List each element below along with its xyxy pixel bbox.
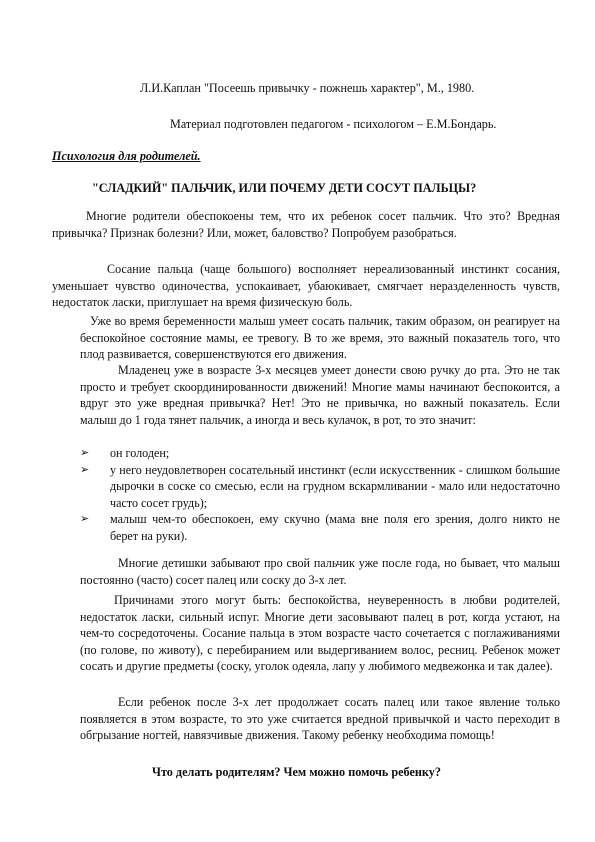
list-item bbox=[80, 462, 560, 512]
paragraph-intro: Многие родители обеспокоены тем, что их ребенок сосет пальчик. Что это? Вредная привычка? Признак болезни? Или, может, баловство? Попробуем разобраться. bbox=[52, 209, 560, 240]
section-label: Психология для родителей. bbox=[52, 149, 201, 163]
list-item bbox=[80, 511, 560, 544]
list-item-text: у него неудовлетворен сосательный инстинкт (если искусственник - слишком большие дырочки в соске со смесью, если на грудном вскармливании - мало или недостаточно часто сосет грудь); bbox=[110, 462, 560, 510]
list-item-text: малыш чем-то обеспокоен, ему скучно (мама вне поля его зрения, долго никто не берет на руки). bbox=[110, 512, 560, 543]
article-title: "СЛАДКИЙ" ПАЛЬЧИК, ИЛИ ПОЧЕМУ ДЕТИ СОСУТ ПАЛЬЦЫ? bbox=[92, 181, 477, 195]
paragraph-pregnancy: Уже во время беременности малыш умеет сосать пальчик, таким образом, он реагирует на беспокойное состояние мамы, ее тревогу. В то же время, это важный показатель того, что плод развивается, совершенствуются его движения. bbox=[80, 314, 560, 362]
arrow-bullet-icon: ➢ bbox=[80, 463, 90, 476]
reasons-list bbox=[80, 445, 560, 545]
paragraph-sucking: Сосание пальца (чаще большого) восполняет нереализованный инстинкт сосания, уменьшает чувство одиночества, успокаивает, убаюкивает, смягчает неразделенность чувств, недостаток ласки, приглушает на время физическую боль. bbox=[52, 262, 560, 310]
arrow-bullet-icon: ➢ bbox=[80, 513, 90, 526]
paragraph-after-year: Многие детишки забывают про свой пальчик уже после года, но бывает, что малыш постоянно (часто) сосет палец или соску до 3-х лет. bbox=[80, 556, 560, 587]
author-credit: Материал подготовлен педагогом - психологом – Е.М.Бондарь. bbox=[170, 117, 497, 131]
arrow-bullet-icon: ➢ bbox=[80, 447, 90, 459]
paragraph-infant: Младенец уже в возрасте 3-х месяцев умеет донести свою ручку до рта. Это не так просто и требует скоординированности движений! Многие мамы начинают беспокоится, а вдруг это уже вредная привычка? Нет! Это не привычка, но важный показатель. Если малыш до 1 года тянет пальчик, а иногда и весь кулачок, в рот, то это значит: bbox=[80, 363, 560, 427]
paragraph-habit: Если ребенок после 3-х лет продолжает сосать палец или такое явление только появляется в этом возрасте, то это уже считается вредной привычкой и часто переходит в обгрызание ногтей, навязчивые движения. Такому ребенку необходима помощь! bbox=[80, 695, 560, 743]
closing-question: Что делать родителям? Чем можно помочь ребенку? bbox=[152, 765, 441, 779]
list-item-text: он голоден; bbox=[110, 446, 170, 460]
list-item bbox=[80, 445, 560, 462]
source-citation: Л.И.Каплан "Посеешь привычку - пожнешь характер", М., 1980. bbox=[140, 81, 475, 95]
paragraph-causes: Причинами этого могут быть: беспокойства, неуверенность в любви родителей, недостаток ласки, сильный испуг. Многие дети засовывают палец в рот, когда устают, на чем-то сосредоточены. Сосание пальца в этом возрасте часто сочетается с поглаживаниями (по голове, по животу), с перебиранием или выдергиванием волос, ресниц. Ребенок может сосать и другие предметы (соску, уголок одеяла, лапу у любимого медвежонка и так далее). bbox=[80, 593, 560, 674]
